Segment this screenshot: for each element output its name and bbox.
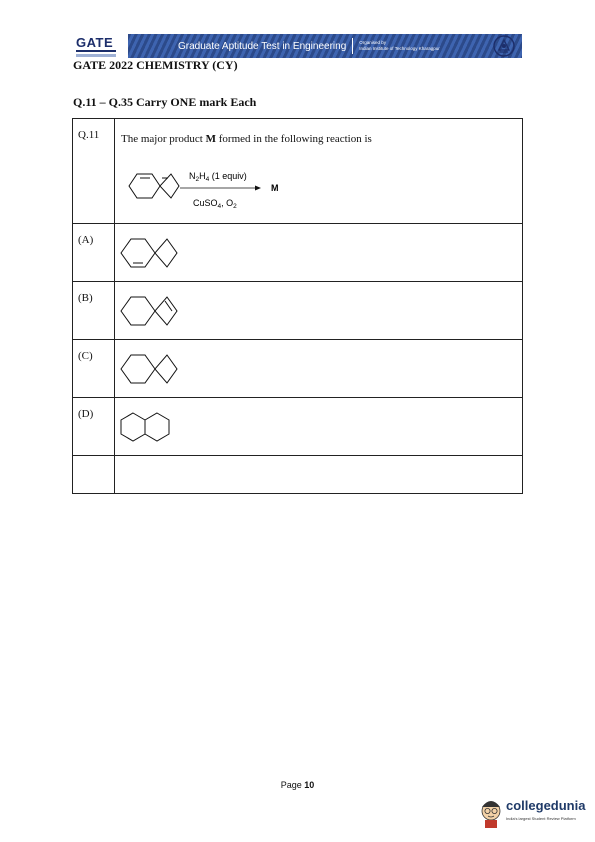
collegedunia-watermark xyxy=(478,797,588,831)
option-row-b[interactable] xyxy=(73,281,522,339)
section-title: Q.11 – Q.35 Carry ONE mark Each xyxy=(73,95,257,109)
option-b-structure xyxy=(115,289,185,339)
gate-header-banner xyxy=(70,34,522,58)
option-label-a: (A) xyxy=(73,224,115,281)
option-label-b: (B) xyxy=(73,282,115,339)
empty-row xyxy=(73,455,522,493)
banner-organizer xyxy=(359,40,439,52)
mascot-icon xyxy=(478,797,504,829)
page-prefix: Page xyxy=(280,780,305,790)
banner-separator xyxy=(352,38,353,54)
option-row-d[interactable] xyxy=(73,397,522,455)
option-row-a[interactable] xyxy=(73,223,522,281)
empty-label-cell xyxy=(73,456,115,493)
banner-bar xyxy=(128,34,522,58)
exam-title: GATE 2022 CHEMISTRY (CY) xyxy=(73,58,238,72)
option-cell-a xyxy=(115,224,522,281)
watermark-brand: collegedunia xyxy=(506,798,586,813)
option-b-ring xyxy=(121,297,177,325)
reaction-scheme xyxy=(115,163,315,223)
option-row-c[interactable] xyxy=(73,339,522,397)
option-cell-b xyxy=(115,282,522,339)
option-c-ring xyxy=(121,355,177,383)
option-cell-d xyxy=(115,398,522,455)
option-d-ring-right xyxy=(145,413,169,441)
gate-logo-subtitle-strip xyxy=(76,54,116,57)
question-cell xyxy=(115,119,522,223)
question-number: Q.11 xyxy=(73,119,115,223)
reaction-arrowhead xyxy=(255,186,261,191)
option-d-ring-left xyxy=(121,413,145,441)
option-c-structure xyxy=(115,347,185,397)
gate-logo xyxy=(70,34,128,58)
reagent-top: $N_2H_4$ (1 equiv) xyxy=(189,171,247,183)
question-text-before: The major product xyxy=(121,133,206,145)
option-a-ring xyxy=(121,239,177,267)
option-d-structure xyxy=(115,405,185,455)
organizer-line2: Indian Institute of Technology Kharagpur xyxy=(359,46,440,51)
gate-logo-rule xyxy=(76,50,116,52)
option-a-structure xyxy=(115,231,185,281)
page-number: 10 xyxy=(304,780,315,790)
question-text-bold: M xyxy=(205,133,217,145)
option-label-c: (C) xyxy=(73,340,115,397)
question-text-after: formed in the following reaction is xyxy=(216,133,372,145)
option-label-d: (D) xyxy=(73,398,115,455)
organizer-line1: Organised by xyxy=(359,40,387,45)
reactant-cyclodecadiene xyxy=(129,174,179,198)
reagent-bottom: CuSO$_4$, $O_2$ xyxy=(193,198,237,210)
banner-title: Graduate Aptitude Test in Engineering xyxy=(178,40,347,52)
watermark-tagline: India's largest Student Review Platform xyxy=(506,816,576,821)
question-table xyxy=(72,118,523,494)
page-footer xyxy=(0,780,595,790)
option-cell-c xyxy=(115,340,522,397)
empty-content-cell xyxy=(115,456,522,493)
gate-logo-text: GATE xyxy=(76,34,114,50)
question-row xyxy=(73,119,522,223)
iit-emblem-icon xyxy=(493,35,515,57)
question-text xyxy=(121,133,372,145)
product-label: M xyxy=(271,183,279,193)
